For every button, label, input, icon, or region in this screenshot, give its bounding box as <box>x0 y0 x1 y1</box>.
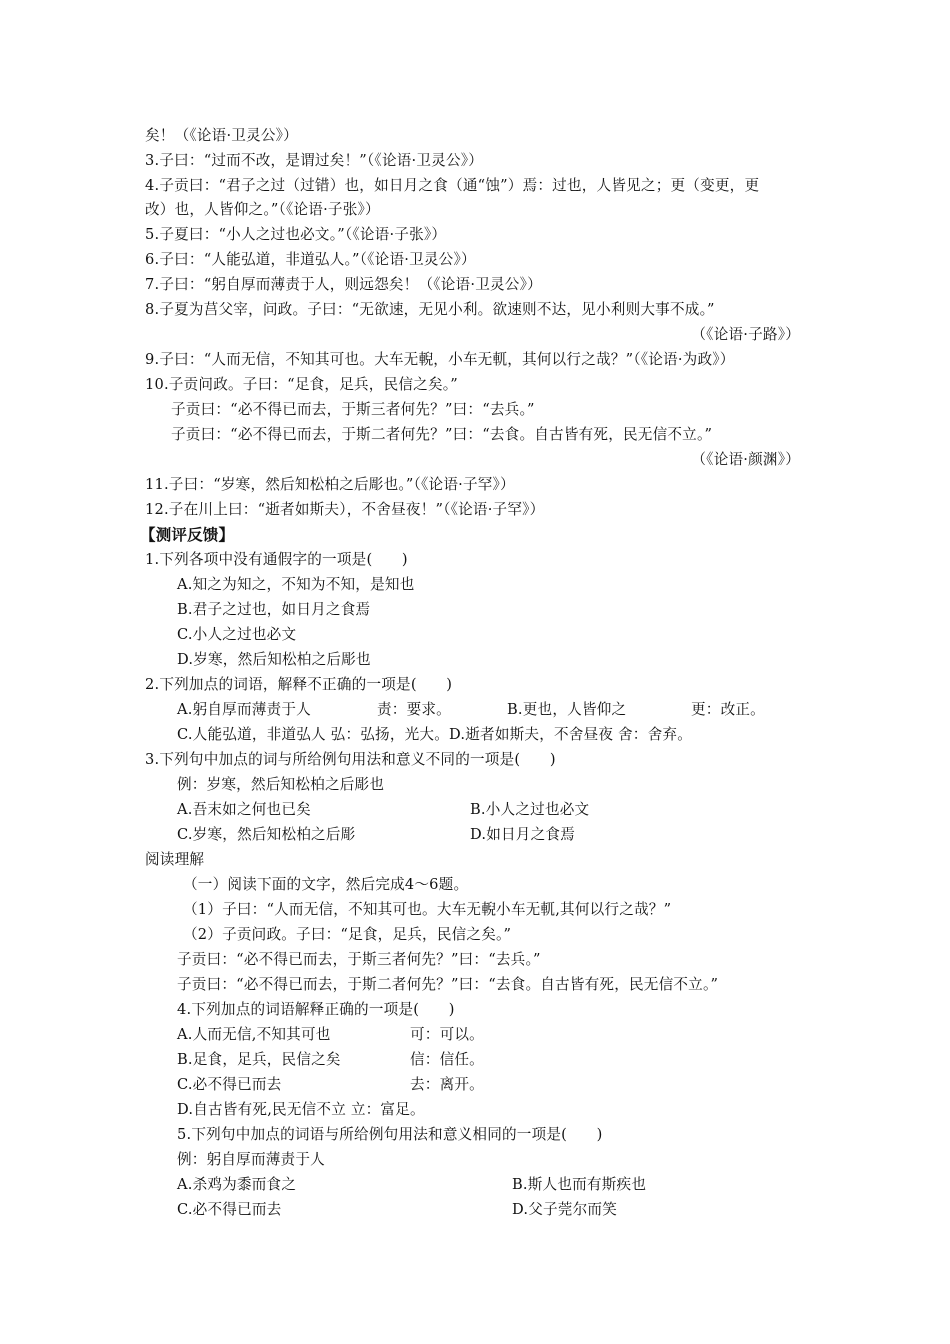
passage-line: 11.子曰：“岁寒，然后知松柏之后彫也。”（《论语·子罕》） <box>145 476 515 493</box>
passage-line: 12.子在川上曰：“逝者如斯夫），不舍昼夜！”（《论语·子罕》） <box>145 501 545 518</box>
options-row <box>177 825 575 845</box>
passage-line: 矣！（《论语·卫灵公》） <box>145 127 298 144</box>
passage-source: （《论语·子路》） <box>691 326 800 343</box>
options-row <box>177 800 589 820</box>
option-a <box>177 1025 484 1045</box>
options-row <box>177 1200 617 1220</box>
passage-line: 子贡曰：“必不得已而去，于斯三者何先？”曰：“去兵。” <box>171 401 535 418</box>
passage-line: 3.子曰：“过而不改，是谓过矣！”（《论语·卫灵公》） <box>145 152 484 169</box>
option-c: C.岁寒，然后知松柏之后彫 <box>177 826 356 843</box>
reading-intro: （一）阅读下面的文字，然后完成4～6题。 <box>183 876 469 893</box>
option-a-gloss: 可：可以。 <box>410 1026 484 1043</box>
example-sentence: 例：躬自厚而薄责于人 <box>177 1151 325 1168</box>
option-d: D.岁寒，然后知松柏之后彫也 <box>177 651 371 668</box>
question-stem: 2.下列加点的词语，解释不正确的一项是( ) <box>145 676 453 693</box>
option-c <box>177 1075 484 1095</box>
option-b: B.斯人也而有斯疾也 <box>512 1176 647 1193</box>
option-b-gloss: 更：改正。 <box>691 701 765 718</box>
section-heading: 【测评反馈】 <box>140 526 235 544</box>
reading-passage: 子贡曰：“必不得已而去，于斯三者何先？”曰：“去兵。” <box>177 951 541 968</box>
option-c-text: C.必不得已而去 <box>177 1076 282 1093</box>
option-c-gloss: 去：离开。 <box>410 1076 484 1093</box>
options-row <box>177 1175 646 1195</box>
question-stem: 1.下列各项中没有通假字的一项是( ) <box>145 551 408 568</box>
passage-source: （《论语·颜渊》） <box>691 451 800 468</box>
option-cd: C.人能弘道，非道弘人 弘：弘扬，光大。D.逝者如斯夫，不舍昼夜 舍：舍弃。 <box>177 726 692 743</box>
option-d: D.父子莞尔而笑 <box>512 1201 617 1218</box>
example-sentence: 例：岁寒，然后知松柏之后彫也 <box>177 776 385 793</box>
question-stem: 5.下列句中加点的词语与所给例句用法和意义相同的一项是( ) <box>177 1126 603 1143</box>
option-b: B.君子之过也，如日月之食焉 <box>177 601 371 618</box>
question-stem: 3.下列句中加点的词与所给例句用法和意义不同的一项是( ) <box>145 751 556 768</box>
passage-line: 9.子曰：“人而无信，不知其可也。大车无輗，小车无軏，其何以行之哉？”（《论语·为政》） <box>145 351 735 368</box>
option-a: A.吾末如之何也已矣 <box>177 801 311 818</box>
question-stem: 4.下列加点的词语解释正确的一项是( ) <box>177 1001 455 1018</box>
passage-line: 4.子贡曰：“君子之过（过错）也，如日月之食（通“蚀”）焉：过也，人皆见之；更（变更，更 <box>145 177 760 194</box>
passage-line: 7.子曰：“躬自厚而薄责于人，则远怨矣！（《论语·卫灵公》） <box>145 276 542 293</box>
option-a-text: A.人而无信,不知其可也 <box>177 1026 331 1043</box>
passage-line: 6.子曰：“人能弘道，非道弘人。”（《论语·卫灵公》） <box>145 251 476 268</box>
option-b <box>177 1050 484 1070</box>
reading-passage: （2）子贡问政。子曰：“足食，足兵，民信之矣。” <box>183 926 512 943</box>
option-a: A.杀鸡为黍而食之 <box>177 1176 297 1193</box>
option-a: A.知之为知之，不知为不知，是知也 <box>177 576 415 593</box>
option-b-text: B.更也，人皆仰之 <box>507 701 627 718</box>
option-a-text: A.躬自厚而薄责于人 <box>177 701 311 718</box>
option-d: D.自古皆有死,民无信不立 立：富足。 <box>177 1101 425 1118</box>
reading-passage: （1）子曰：“人而无信，不知其可也。大车无輗小车无軏,其何以行之哉？” <box>183 901 672 918</box>
reading-title: 阅读理解 <box>145 851 205 868</box>
option-c: C.必不得已而去 <box>177 1201 282 1218</box>
option-b-gloss: 信：信任。 <box>410 1051 484 1068</box>
passage-line: 10.子贡问政。子曰：“足食，足兵，民信之矣。” <box>145 376 458 393</box>
option-a <box>177 700 765 720</box>
passage-line: 改）也，人皆仰之。”（《论语·子张》） <box>145 201 380 218</box>
option-b-text: B.足食，足兵，民信之矣 <box>177 1051 341 1068</box>
option-a-gloss: 责：要求。 <box>377 701 451 718</box>
option-b: B.小人之过也必文 <box>470 801 590 818</box>
option-c: C.小人之过也必文 <box>177 626 297 643</box>
passage-line: 5.子夏曰：“小人之过也必文。”（《论语·子张》） <box>145 226 447 243</box>
passage-line: 子贡曰：“必不得已而去，于斯二者何先？”曰：“去食。自古皆有死，民无信不立。” <box>171 426 713 443</box>
reading-passage: 子贡曰：“必不得已而去，于斯二者何先？”曰：“去食。自古皆有死，民无信不立。” <box>177 976 719 993</box>
passage-line: 8.子夏为莒父宰，问政。子曰：“无欲速，无见小利。欲速则不达，见小利则大事不成。” <box>145 301 715 318</box>
option-d: D.如日月之食焉 <box>470 826 575 843</box>
